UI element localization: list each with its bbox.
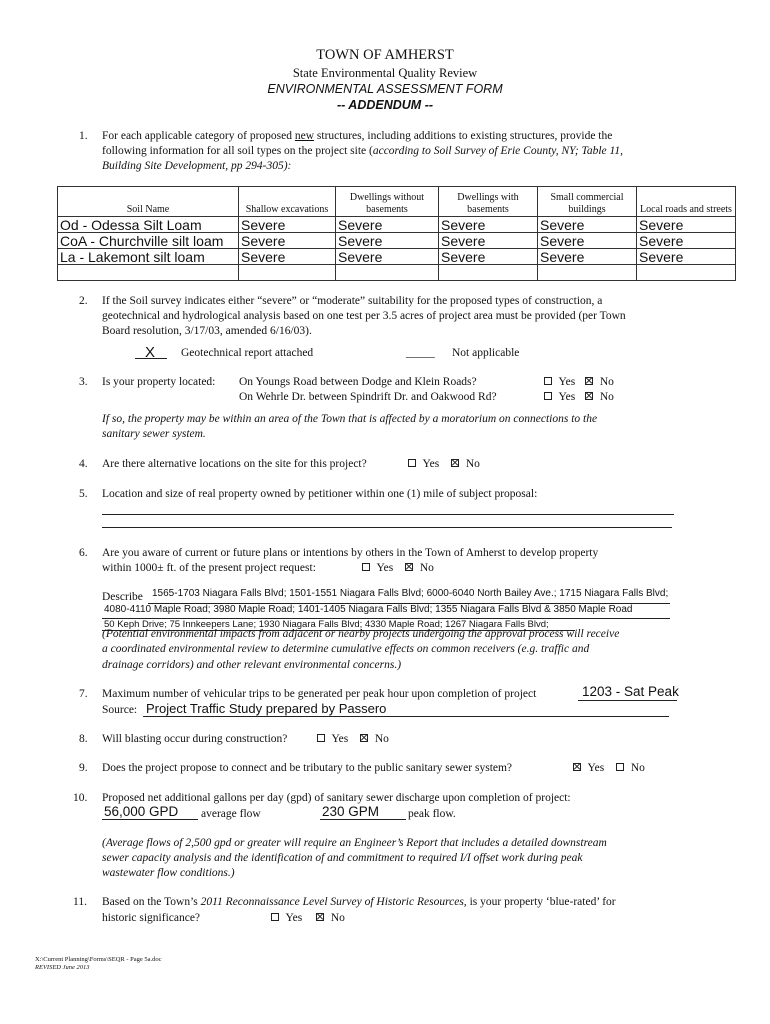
geo-label: Geotechnical report attached: [181, 347, 314, 359]
q10-note2: sewer capacity analysis and the identification of and commitment to required I/I offset work during peak: [102, 852, 583, 864]
q7-source-line: [143, 716, 669, 717]
soil-name-cell[interactable]: [58, 265, 239, 281]
checkbox-icon: [544, 377, 552, 385]
checked-box-icon: [316, 913, 324, 921]
q10-note3: wastewater flow conditions.): [102, 867, 235, 879]
q6-line2: within 1000± ft. of the present project request:: [102, 562, 316, 574]
rating-cell[interactable]: [637, 265, 736, 281]
q3-loc1-yes[interactable]: Yes: [544, 376, 575, 388]
avg-flow-line: [102, 819, 198, 820]
rating-cell[interactable]: Severe: [239, 233, 336, 249]
col-dwellings-without-basements: Dwellings without basements: [336, 187, 439, 217]
q2-number: 2.: [79, 295, 88, 307]
form-name: ENVIRONMENTAL ASSESSMENT FORM: [267, 82, 503, 96]
q4-yes[interactable]: Yes: [408, 458, 439, 470]
q8-number: 8.: [79, 733, 88, 745]
q2-line3: Board resolution, 3/17/03, amended 6/16/03).: [102, 325, 312, 337]
col-dwellings-with-basements: Dwellings with basements: [439, 187, 538, 217]
rating-cell[interactable]: [239, 265, 336, 281]
table-row: [58, 217, 736, 233]
q5-answer-line2[interactable]: [102, 527, 672, 528]
peak-flow-label: peak flow.: [408, 808, 456, 820]
rating-cell[interactable]: Severe: [336, 233, 439, 249]
checkbox-icon: [544, 392, 552, 400]
q7-number: 7.: [79, 688, 88, 700]
q4-no[interactable]: No: [451, 458, 480, 470]
col-local-roads: Local roads and streets: [637, 187, 736, 217]
q7-value-line: [578, 700, 677, 701]
q5-text: Location and size of real property owned by petitioner within one (1) mile of subject proposal:: [102, 488, 538, 500]
geo-mark[interactable]: X: [145, 344, 156, 361]
q6-yes[interactable]: Yes: [362, 562, 393, 574]
q4-text: Are there alternative locations on the site for this project?: [102, 458, 367, 470]
describe-text2[interactable]: 4080-4110 Maple Road; 3980 Maple Road; 1401-1405 Niagara Falls Blvd; 1355 Niagara Falls Blvd & 3850 Maple Road: [104, 604, 633, 615]
rating-cell[interactable]: Severe: [439, 217, 538, 233]
rating-cell[interactable]: [336, 265, 439, 281]
checkbox-icon: [317, 734, 325, 742]
q6-no[interactable]: No: [405, 562, 434, 574]
q3-loc2-no[interactable]: No: [585, 391, 614, 403]
soil-name-cell[interactable]: Od - Odessa Silt Loam: [58, 217, 239, 233]
q6-note3: drainage corridors) and other relevant environmental concerns.): [102, 659, 402, 671]
addendum-title: -- ADDENDUM --: [336, 98, 434, 112]
rating-cell[interactable]: Severe: [439, 249, 538, 265]
soil-table: [57, 186, 736, 281]
q11-line2: historic significance?: [102, 912, 201, 924]
q5-number: 5.: [79, 488, 88, 500]
peak-flow-line: [320, 819, 406, 820]
footer-revised: REVISED June 2013: [35, 964, 90, 971]
rating-cell[interactable]: Severe: [637, 249, 736, 265]
q6-number: 6.: [79, 547, 88, 559]
describe-text1[interactable]: 1565-1703 Niagara Falls Blvd; 1501-1551 Niagara Falls Blvd; 6000-6040 North Bailey Ave.; 1715 Niagara Falls Blvd;: [152, 588, 669, 599]
footer-path: X:\Current Planning\Forms\SEQR - Page 5a.doc: [35, 956, 162, 963]
q1-number: 1.: [79, 130, 88, 142]
q7-text: Maximum number of vehicular trips to be generated per peak hour upon completion of project: [102, 688, 537, 700]
checked-box-icon: [585, 377, 593, 385]
rating-cell[interactable]: Severe: [336, 217, 439, 233]
q3-loc1-no[interactable]: No: [585, 376, 614, 388]
q8-no[interactable]: No: [360, 733, 389, 745]
rating-cell[interactable]: Severe: [239, 217, 336, 233]
q11-line1: Based on the Town’s 2011 Reconnaissance Level Survey of Historic Resources, is your property ‘blue-rated’ for: [102, 896, 616, 908]
rating-cell[interactable]: Severe: [336, 249, 439, 265]
q10-number: 10.: [73, 792, 88, 804]
checked-box-icon: [451, 459, 459, 467]
q11-number: 11.: [73, 896, 87, 908]
table-row: [58, 233, 736, 249]
col-soil-name: Soil Name: [58, 187, 239, 217]
q9-text: Does the project propose to connect and be tributary to the public sanitary sewer system?: [102, 762, 513, 774]
checked-box-icon: [585, 392, 593, 400]
na-label: Not applicable: [452, 347, 520, 359]
checked-box-icon: [573, 763, 581, 771]
peak-flow-value[interactable]: 230 GPM: [322, 804, 380, 819]
describe-label: Describe: [102, 591, 143, 603]
rating-cell[interactable]: [538, 265, 637, 281]
col-shallow-excavations: Shallow excavations: [239, 187, 336, 217]
describe-text3[interactable]: 50 Keph Drive; 75 Innkeepers Lane; 1930 Niagara Falls Blvd; 4330 Maple Road; 1267 Niagara Falls Blvd;: [104, 619, 549, 630]
soil-name-cell[interactable]: CoA - Churchville silt loam: [58, 233, 239, 249]
checked-box-icon: [360, 734, 368, 742]
q5-answer-line1[interactable]: [102, 514, 674, 515]
q9-number: 9.: [79, 762, 88, 774]
col-small-commercial: Small commercial buildings: [538, 187, 637, 217]
q1-line3: Building Site Development, pp 294-305):: [102, 160, 292, 172]
town-title: TOWN OF AMHERST: [316, 47, 454, 63]
q4-number: 4.: [79, 458, 88, 470]
avg-flow-label: average flow: [201, 808, 261, 820]
rating-cell[interactable]: Severe: [538, 249, 637, 265]
table-row: [58, 249, 736, 265]
table-row: [58, 265, 736, 281]
checked-box-icon: [405, 563, 413, 571]
q11-no[interactable]: No: [316, 912, 345, 924]
q10-text: Proposed net additional gallons per day (gpd) of sanitary sewer discharge upon completion of project:: [102, 792, 571, 804]
checkbox-icon: [408, 459, 416, 467]
q2-line1: If the Soil survey indicates either “severe” or “moderate” suitability for the proposed types of construction, a: [102, 295, 603, 307]
rating-cell[interactable]: Severe: [538, 233, 637, 249]
q3-note2: sanitary sewer system.: [102, 428, 206, 440]
rating-cell[interactable]: Severe: [538, 217, 637, 233]
q8-text: Will blasting occur during construction?: [102, 733, 288, 745]
q6-line1: Are you aware of current or future plans or intentions by others in the Town of Amherst to develop property: [102, 547, 599, 559]
checkbox-icon: [616, 763, 624, 771]
checkbox-icon: [362, 563, 370, 571]
na-blank[interactable]: _____: [406, 347, 435, 359]
q1-line1: For each applicable category of proposed new structures, including additions to existing structures, provide the: [102, 130, 613, 142]
q6-note1: (Potential environmental impacts from adjacent or nearby projects undergoing the approval process will receive: [102, 628, 620, 640]
rating-cell[interactable]: Severe: [239, 249, 336, 265]
rating-cell[interactable]: [439, 265, 538, 281]
q3-location2: On Wehrle Dr. between Spindrift Dr. and Oakwood Rd?: [239, 391, 497, 403]
soil-name-cell[interactable]: La - Lakemont silt loam: [58, 249, 239, 265]
q2-line2: geotechnical and hydrological analysis based on one test per 3.5 acres of project area must be provided (per Town: [102, 310, 626, 322]
q7-source-label: Source:: [102, 704, 138, 716]
rating-cell[interactable]: Severe: [637, 233, 736, 249]
rating-cell[interactable]: Severe: [439, 233, 538, 249]
q8-yes[interactable]: Yes: [317, 733, 348, 745]
q7-value[interactable]: 1203 - Sat Peak: [582, 684, 679, 699]
q1-line2: following information for all soil types on the project site (according to Soil Survey of Erie County, NY; Table 11,: [102, 145, 624, 157]
q3-loc2-yes[interactable]: Yes: [544, 391, 575, 403]
q3-note1: If so, the property may be within an area of the Town that is affected by a moratorium on connections to the: [102, 413, 598, 425]
q7-source[interactable]: Project Traffic Study prepared by Passero: [146, 701, 387, 716]
q11-yes[interactable]: Yes: [271, 912, 302, 924]
avg-flow-value[interactable]: 56,000 GPD: [104, 804, 179, 819]
q9-yes[interactable]: Yes: [573, 762, 604, 774]
q3-label: Is your property located:: [102, 376, 216, 388]
checkbox-icon: [271, 913, 279, 921]
q10-note1: (Average flows of 2,500 gpd or greater will require an Engineer’s Report that includes a detailed downstream: [102, 837, 607, 849]
rating-cell[interactable]: Severe: [637, 217, 736, 233]
q3-location1: On Youngs Road between Dodge and Klein Roads?: [239, 376, 477, 388]
q6-note2: a coordinated environmental review to determine cumulative effects on common receivers (e.g. traffic and: [102, 643, 590, 655]
q3-number: 3.: [79, 376, 88, 388]
form-subtitle: State Environmental Quality Review: [292, 66, 478, 80]
q9-no[interactable]: No: [616, 762, 645, 774]
